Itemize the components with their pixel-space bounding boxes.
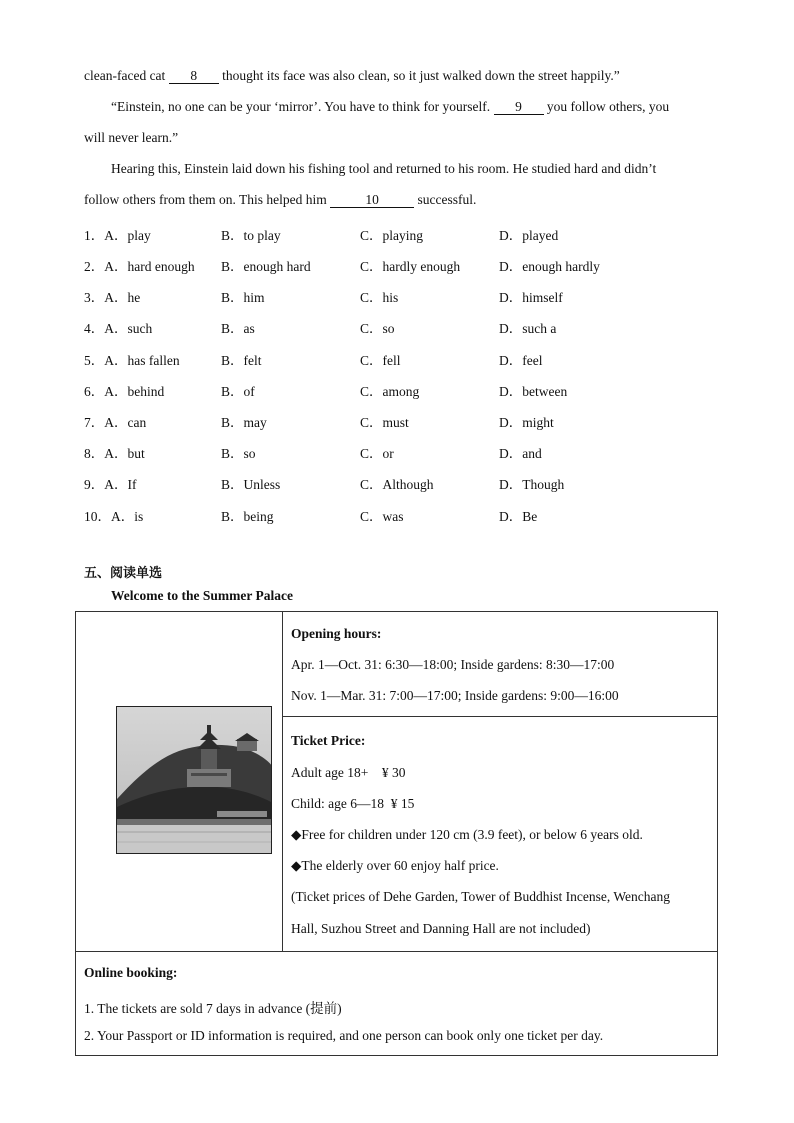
opening-hours-winter: Nov. 1—Mar. 31: 7:00—17:00; Inside gardens: 9:00—16:00 (291, 688, 619, 703)
option-d[interactable]: D．feel (499, 353, 543, 368)
question-number: 4． (84, 321, 105, 336)
option-d[interactable]: D．such a (499, 321, 557, 336)
option-a[interactable]: 3．A．he (84, 290, 141, 305)
table-divider (282, 716, 718, 717)
option-d[interactable]: D．between (499, 384, 568, 399)
option-c[interactable]: C．hardly enough (360, 259, 461, 274)
option-b[interactable]: B．so (221, 446, 256, 461)
table-divider (282, 612, 283, 951)
blank-8: 8 (169, 69, 219, 84)
question-number: 10． (84, 509, 111, 524)
passage-text: follow others from them on. This helped him (84, 192, 331, 207)
ticket-adult: Adult age 18+ ¥ 30 (291, 765, 406, 780)
ticket-price-label: Ticket Price: (291, 733, 366, 748)
option-d[interactable]: D．Be (499, 509, 538, 524)
passage-text: “Einstein, no one can be your ‘mirror’. You have to think for yourself. (111, 99, 494, 114)
question-number: 7． (84, 415, 105, 430)
question-row (84, 224, 724, 244)
question-row (84, 317, 724, 337)
ticket-note-line-1: (Ticket prices of Dehe Garden, Tower of Buddhist Incense, Wenchang (291, 889, 670, 904)
option-b[interactable]: B．Unless (221, 477, 281, 492)
passage-text: successful. (414, 192, 477, 207)
passage-line-3: will never learn.” (84, 130, 179, 145)
question-number: 3． (84, 290, 105, 305)
option-b[interactable]: B．being (221, 509, 274, 524)
option-a[interactable]: 10．A．is (84, 509, 144, 524)
question-row (84, 349, 724, 369)
option-a[interactable]: 5．A．has fallen (84, 353, 180, 368)
ticket-child: Child: age 6—18 ¥ 15 (291, 796, 415, 811)
option-d[interactable]: D．Though (499, 477, 565, 492)
passage-line-2 (111, 99, 669, 115)
option-a[interactable]: 9．A．If (84, 477, 137, 492)
option-b[interactable]: B．may (221, 415, 267, 430)
option-b[interactable]: B．him (221, 290, 265, 305)
option-d[interactable]: D．and (499, 446, 542, 461)
option-a[interactable]: 2．A．hard enough (84, 259, 195, 274)
option-b[interactable]: B．of (221, 384, 255, 399)
question-row (84, 286, 724, 306)
option-a[interactable]: 8．A．but (84, 446, 145, 461)
option-d[interactable]: D．might (499, 415, 554, 430)
option-a[interactable]: 4．A．such (84, 321, 153, 336)
info-table (75, 611, 718, 1056)
passage-text: clean-faced cat (84, 68, 169, 83)
question-row (84, 505, 724, 525)
option-d[interactable]: D．played (499, 228, 559, 243)
ticket-note-line-2: Hall, Suzhou Street and Danning Hall are not included) (291, 921, 591, 936)
ticket-free: ◆Free for children under 120 cm (3.9 feet), or below 6 years old. (291, 827, 643, 842)
passage-line-1 (84, 68, 620, 84)
question-number: 6． (84, 384, 105, 399)
summer-palace-photo-icon (117, 707, 272, 854)
option-b[interactable]: B．as (221, 321, 255, 336)
booking-rule-1: 1. The tickets are sold 7 days in advance (提前) (84, 1001, 342, 1016)
blank-10: 10 (330, 193, 414, 208)
section-heading: 五、阅读单选 (84, 566, 163, 581)
option-b[interactable]: B．to play (221, 228, 281, 243)
option-c[interactable]: C．so (360, 321, 395, 336)
passage-text: thought its face was also clean, so it just walked down the street happily.” (218, 68, 620, 83)
opening-hours-summer: Apr. 1—Oct. 31: 6:30—18:00; Inside gardens: 8:30—17:00 (291, 657, 615, 672)
option-b[interactable]: B．felt (221, 353, 262, 368)
blank-9: 9 (494, 100, 544, 115)
online-booking-label: Online booking: (84, 965, 178, 980)
option-d[interactable]: D．enough hardly (499, 259, 600, 274)
option-a[interactable]: 7．A．can (84, 415, 147, 430)
table-divider (76, 951, 717, 952)
question-row (84, 411, 724, 431)
option-b[interactable]: B．enough hard (221, 259, 311, 274)
option-c[interactable]: C．among (360, 384, 420, 399)
option-c[interactable]: C．his (360, 290, 399, 305)
passage-line-5 (84, 192, 476, 208)
option-c[interactable]: C．must (360, 415, 409, 430)
option-a[interactable]: 1．A．play (84, 228, 151, 243)
question-row (84, 380, 724, 400)
document-title: Welcome to the Summer Palace (111, 588, 293, 603)
question-row (84, 442, 724, 462)
option-c[interactable]: C．playing (360, 228, 423, 243)
option-c[interactable]: C．fell (360, 353, 401, 368)
summer-palace-photo (116, 706, 272, 854)
question-number: 8． (84, 446, 105, 461)
option-c[interactable]: C．Although (360, 477, 434, 492)
passage-text: you follow others, you (543, 99, 670, 114)
option-c[interactable]: C．was (360, 509, 404, 524)
option-a[interactable]: 6．A．behind (84, 384, 165, 399)
ticket-elderly: ◆The elderly over 60 enjoy half price. (291, 858, 499, 873)
opening-hours-label: Opening hours: (291, 626, 382, 641)
question-number: 2． (84, 259, 105, 274)
question-row (84, 473, 724, 493)
question-number: 5． (84, 353, 105, 368)
booking-rule-2: 2. Your Passport or ID information is required, and one person can book only one ticket per day. (84, 1028, 604, 1043)
question-row (84, 255, 724, 275)
question-number: 1． (84, 228, 105, 243)
option-c[interactable]: C．or (360, 446, 394, 461)
question-number: 9． (84, 477, 105, 492)
passage-line-4: Hearing this, Einstein laid down his fishing tool and returned to his room. He studied hard and didn’t (111, 161, 657, 176)
option-d[interactable]: D．himself (499, 290, 563, 305)
